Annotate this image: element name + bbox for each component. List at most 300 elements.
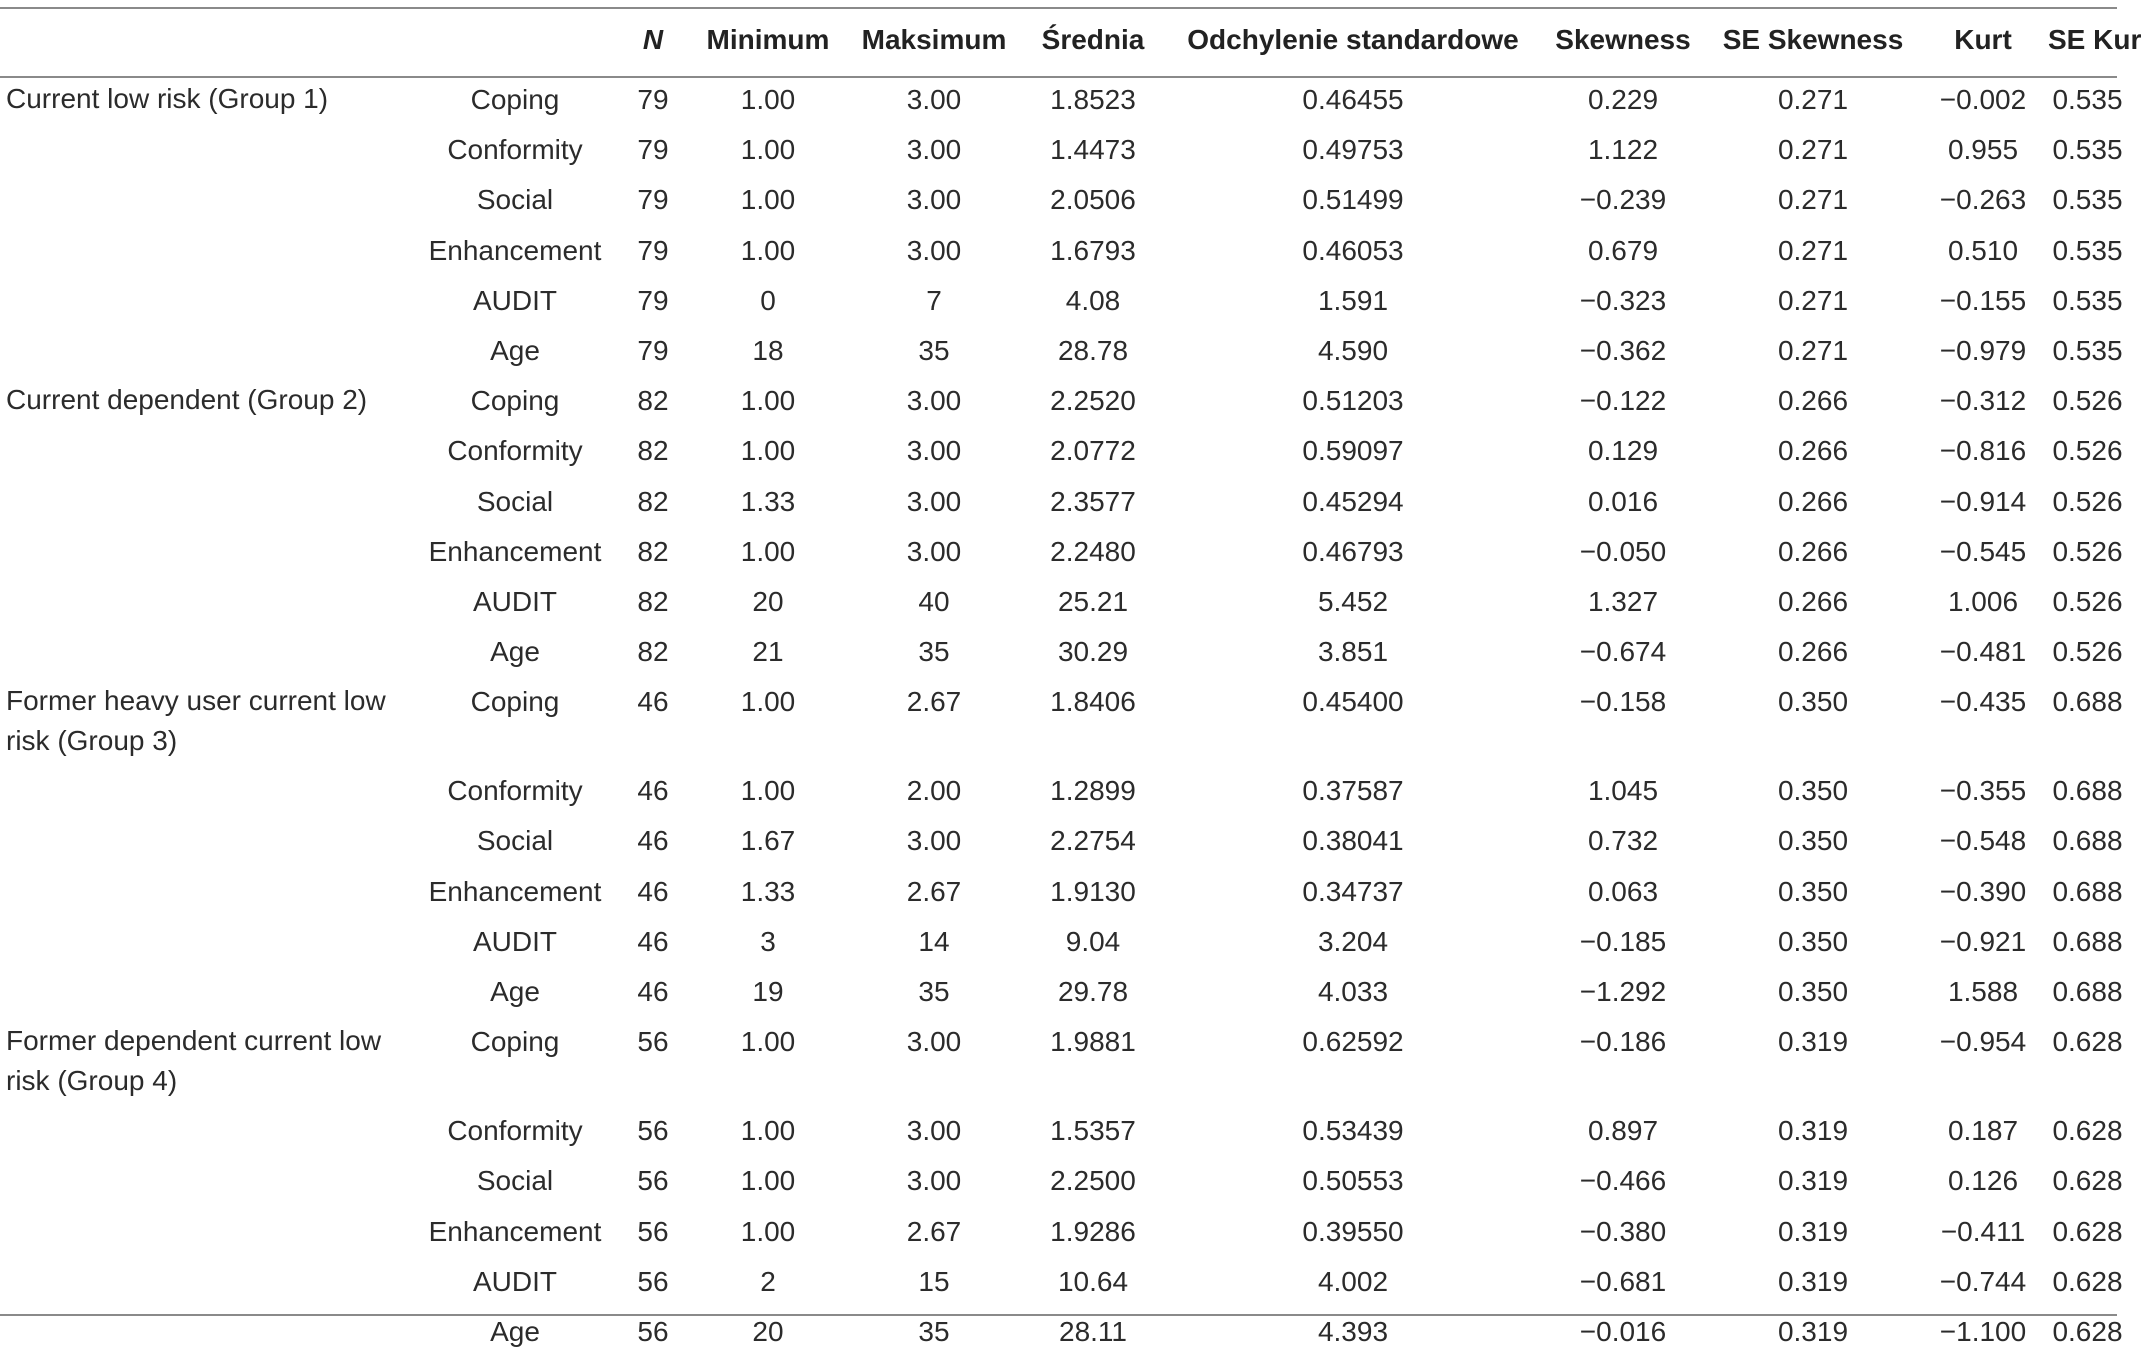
se-skewness-cell: 0.266 — [1777, 585, 1849, 617]
variable-cell: Conformity — [447, 435, 583, 467]
se-skewness-cell: 0.319 — [1777, 1026, 1849, 1058]
se-skewness-cell: 0.271 — [1777, 184, 1849, 216]
srednia-cell: 1.8523 — [1050, 84, 1136, 115]
skewness-cell: 0.063 — [1587, 875, 1659, 907]
variable-cell: Age — [490, 1315, 540, 1347]
table-row — [0, 1157, 2127, 1207]
header-odchylenie: Odchylenie standardowe — [1187, 24, 1519, 55]
kurt-cell: −0.155 — [1939, 284, 2027, 316]
maksimum-cell: 3.00 — [906, 134, 962, 166]
se-kur-cell: 0.628 — [2052, 1115, 2123, 1147]
minimum-cell: 1.33 — [740, 485, 796, 517]
minimum-cell: 1.00 — [740, 1215, 796, 1247]
n-cell: 79 — [637, 284, 669, 316]
se-kur-cell: 0.535 — [2052, 234, 2123, 266]
table-row — [0, 227, 2127, 277]
skewness-cell: 0.016 — [1587, 485, 1659, 517]
variable-cell: Coping — [470, 1026, 560, 1058]
maksimum-cell: 3.00 — [906, 385, 962, 417]
kurt-cell: −0.435 — [1939, 686, 2027, 718]
header-variable — [410, 8, 620, 76]
se-kur-cell: 0.526 — [2052, 585, 2123, 617]
group-label-cell — [0, 1157, 410, 1207]
se-kur-cell: 0.628 — [2052, 1215, 2123, 1247]
header-se-kur: SE Kur — [2048, 24, 2141, 55]
se-kur-cell: 0.526 — [2052, 385, 2123, 417]
table-row — [0, 578, 2127, 628]
kurt-cell: 0.126 — [1947, 1165, 2019, 1197]
minimum-cell: 1.00 — [740, 535, 796, 567]
odchylenie-cell: 3.204 — [1317, 925, 1389, 957]
srednia-cell: 1.4473 — [1050, 134, 1136, 166]
header-group — [0, 8, 410, 76]
group-label-cell — [0, 628, 410, 678]
group-label-cell — [0, 767, 410, 817]
skewness-cell: −0.362 — [1579, 334, 1667, 366]
minimum-cell: 1.00 — [740, 1165, 796, 1197]
minimum-cell: 1.67 — [740, 825, 796, 857]
skewness-cell: 1.327 — [1587, 585, 1659, 617]
maksimum-cell: 15 — [918, 1265, 950, 1297]
table-row — [0, 767, 2127, 817]
se-kur-cell: 0.628 — [2052, 1026, 2123, 1058]
table-row — [0, 427, 2127, 477]
odchylenie-cell: 0.46455 — [1302, 84, 1404, 115]
kurt-cell: −0.548 — [1939, 825, 2027, 857]
kurt-cell: 0.187 — [1947, 1115, 2019, 1147]
se-skewness-cell: 0.350 — [1777, 976, 1849, 1007]
odchylenie-cell: 0.51499 — [1302, 184, 1404, 216]
n-cell: 56 — [637, 1265, 669, 1297]
se-kur-cell: 0.535 — [2052, 284, 2123, 316]
maksimum-cell: 2.67 — [906, 1215, 962, 1247]
odchylenie-cell: 0.51203 — [1302, 385, 1404, 417]
maksimum-cell: 7 — [926, 284, 942, 316]
table-row — [0, 377, 2127, 427]
variable-cell: Enhancement — [428, 875, 602, 907]
header-kurt: Kurt — [1954, 24, 2012, 55]
srednia-cell: 2.3577 — [1050, 485, 1136, 517]
minimum-cell: 1.00 — [740, 84, 796, 115]
skewness-cell: 0.732 — [1587, 825, 1659, 857]
group-label-cell — [0, 578, 410, 628]
se-skewness-cell: 0.319 — [1777, 1265, 1849, 1297]
table-row — [0, 868, 2127, 918]
group-label-cell — [0, 227, 410, 277]
variable-cell: AUDIT — [473, 1265, 557, 1297]
se-skewness-cell: 0.350 — [1777, 775, 1849, 807]
odchylenie-cell: 5.452 — [1317, 585, 1389, 617]
minimum-cell: 21 — [752, 636, 784, 668]
srednia-cell: 10.64 — [1057, 1265, 1129, 1297]
group-label-cell — [0, 968, 410, 1018]
table-row — [0, 126, 2127, 176]
odchylenie-cell: 0.49753 — [1302, 134, 1404, 166]
odchylenie-cell: 0.46793 — [1302, 535, 1404, 567]
se-skewness-cell: 0.266 — [1777, 636, 1849, 668]
srednia-cell: 1.9286 — [1050, 1215, 1136, 1247]
srednia-cell: 1.8406 — [1050, 686, 1136, 718]
table-row — [0, 1308, 2127, 1358]
variable-cell: Enhancement — [428, 234, 602, 266]
maksimum-cell: 3.00 — [906, 535, 962, 567]
odchylenie-cell: 0.37587 — [1302, 775, 1404, 807]
se-kur-cell: 0.535 — [2052, 334, 2123, 366]
group-label-cell — [0, 1107, 410, 1157]
n-cell: 46 — [637, 976, 669, 1007]
kurt-cell: −0.954 — [1939, 1026, 2027, 1058]
skewness-cell: 1.045 — [1587, 775, 1659, 807]
variable-cell: Conformity — [447, 775, 583, 807]
skewness-cell: 0.229 — [1587, 84, 1659, 115]
skewness-cell: −0.050 — [1579, 535, 1667, 567]
minimum-cell: 18 — [752, 334, 784, 366]
header-se-skewness: SE Skewness — [1722, 24, 1904, 55]
n-cell: 82 — [637, 585, 669, 617]
kurt-cell: −0.921 — [1939, 925, 2027, 957]
n-cell: 79 — [637, 334, 669, 366]
header-maksimum: Maksimum — [861, 24, 1007, 55]
group-label-cell — [0, 528, 410, 578]
minimum-cell: 1.33 — [740, 875, 796, 907]
kurt-cell: −0.816 — [1939, 435, 2027, 467]
odchylenie-cell: 4.002 — [1317, 1265, 1389, 1297]
group-label-cell — [0, 327, 410, 377]
maksimum-cell: 3.00 — [906, 184, 962, 216]
n-cell: 46 — [637, 825, 669, 857]
kurt-cell: −0.411 — [1940, 1215, 2026, 1247]
maksimum-cell: 3.00 — [906, 1026, 962, 1058]
header-srednia: Średnia — [1041, 24, 1145, 55]
kurt-cell: −0.979 — [1939, 334, 2027, 366]
table-body — [0, 76, 2127, 1358]
table-row — [0, 1107, 2127, 1157]
skewness-cell: −0.323 — [1579, 284, 1667, 316]
se-kur-cell: 0.526 — [2052, 435, 2123, 467]
se-skewness-cell: 0.266 — [1777, 535, 1849, 567]
srednia-cell: 1.2899 — [1050, 775, 1136, 807]
skewness-cell: −0.239 — [1579, 184, 1667, 216]
table-row — [0, 76, 2127, 126]
srednia-cell: 9.04 — [1065, 925, 1121, 957]
odchylenie-cell: 4.033 — [1317, 976, 1389, 1007]
kurt-cell: −0.263 — [1939, 184, 2027, 216]
se-kur-cell: 0.688 — [2052, 925, 2123, 957]
variable-cell: Age — [490, 636, 540, 668]
n-cell: 46 — [637, 925, 669, 957]
srednia-cell: 2.2754 — [1050, 825, 1136, 857]
variable-cell: Social — [476, 825, 554, 857]
table-row — [0, 327, 2127, 377]
maksimum-cell: 2.67 — [906, 875, 962, 907]
variable-cell: AUDIT — [473, 284, 557, 316]
minimum-cell: 1.00 — [740, 234, 796, 266]
n-cell: 82 — [637, 535, 669, 567]
se-skewness-cell: 0.350 — [1777, 825, 1849, 857]
odchylenie-cell: 4.393 — [1317, 1315, 1389, 1347]
odchylenie-cell: 0.39550 — [1302, 1215, 1404, 1247]
minimum-cell: 0 — [760, 284, 776, 316]
se-skewness-cell: 0.266 — [1777, 485, 1849, 517]
minimum-cell: 20 — [752, 585, 784, 617]
group-label-cell — [0, 126, 410, 176]
minimum-cell: 1.00 — [740, 775, 796, 807]
se-kur-cell: 0.688 — [2052, 976, 2123, 1007]
kurt-cell: −0.390 — [1939, 875, 2027, 907]
maksimum-cell: 3.00 — [906, 84, 962, 115]
se-skewness-cell: 0.319 — [1777, 1215, 1849, 1247]
se-kur-cell: 0.688 — [2052, 775, 2123, 807]
n-cell: 46 — [637, 875, 669, 907]
srednia-cell: 2.0772 — [1050, 435, 1136, 467]
variable-cell: Coping — [470, 385, 560, 417]
se-skewness-cell: 0.271 — [1777, 234, 1849, 266]
se-skewness-cell: 0.319 — [1777, 1315, 1849, 1347]
odchylenie-cell: 0.50553 — [1302, 1165, 1404, 1197]
skewness-cell: −0.674 — [1579, 636, 1667, 668]
group-label-cell: Current dependent (Group 2) — [6, 384, 368, 416]
table-header — [0, 8, 2141, 76]
n-cell: 82 — [637, 385, 669, 417]
srednia-cell: 2.0506 — [1050, 184, 1136, 216]
n-cell: 79 — [637, 184, 669, 216]
minimum-cell: 1.00 — [740, 1026, 796, 1058]
se-kur-cell: 0.535 — [2052, 184, 2123, 216]
n-cell: 82 — [637, 485, 669, 517]
table-row — [0, 678, 2127, 767]
kurt-cell: 1.006 — [1947, 585, 2019, 617]
group-label-cell — [0, 277, 410, 327]
se-skewness-cell: 0.266 — [1777, 385, 1849, 417]
table-row — [0, 628, 2127, 678]
kurt-cell: −0.545 — [1939, 535, 2027, 567]
group-label-cell — [0, 427, 410, 477]
group-label-cell — [0, 176, 410, 226]
kurt-cell: −0.481 — [1939, 636, 2027, 668]
srednia-cell: 30.29 — [1057, 636, 1129, 668]
table-row — [0, 277, 2127, 327]
se-kur-cell: 0.526 — [2052, 485, 2123, 517]
maksimum-cell: 3.00 — [906, 234, 962, 266]
srednia-cell: 1.5357 — [1050, 1115, 1136, 1147]
variable-cell: Social — [476, 485, 554, 517]
minimum-cell: 1.00 — [740, 385, 796, 417]
maksimum-cell: 40 — [918, 585, 950, 617]
n-cell: 46 — [637, 775, 669, 807]
maksimum-cell: 35 — [918, 334, 950, 366]
skewness-cell: 0.679 — [1587, 234, 1659, 266]
odchylenie-cell: 4.590 — [1317, 334, 1389, 366]
variable-cell: Age — [490, 976, 540, 1007]
skewness-cell: 0.897 — [1587, 1115, 1659, 1147]
se-kur-cell: 0.526 — [2052, 535, 2123, 567]
se-kur-cell: 0.628 — [2052, 1165, 2123, 1197]
minimum-cell: 2 — [760, 1265, 776, 1297]
n-cell: 56 — [637, 1115, 669, 1147]
group-label-cell — [0, 817, 410, 867]
skewness-cell: −0.681 — [1579, 1265, 1667, 1297]
variable-cell: Social — [476, 184, 554, 216]
minimum-cell: 20 — [752, 1315, 784, 1347]
table-row — [0, 1208, 2127, 1258]
table-row — [0, 918, 2127, 968]
maksimum-cell: 3.00 — [906, 1115, 962, 1147]
srednia-cell: 2.2500 — [1050, 1165, 1136, 1197]
skewness-cell: −0.122 — [1579, 385, 1667, 417]
skewness-cell: 0.129 — [1587, 435, 1659, 467]
n-cell: 82 — [637, 636, 669, 668]
table-row — [0, 478, 2127, 528]
se-skewness-cell: 0.350 — [1777, 925, 1849, 957]
kurt-cell: −1.100 — [1939, 1315, 2027, 1347]
odchylenie-cell: 0.38041 — [1302, 825, 1404, 857]
srednia-cell: 1.6793 — [1050, 234, 1136, 266]
odchylenie-cell: 0.34737 — [1302, 875, 1404, 907]
se-kur-cell: 0.628 — [2052, 1265, 2123, 1297]
group-label-cell: Former heavy user current low risk (Group 3) — [6, 685, 386, 757]
odchylenie-cell: 0.53439 — [1302, 1115, 1404, 1147]
odchylenie-cell: 1.591 — [1317, 284, 1389, 316]
table-row — [0, 1018, 2127, 1107]
odchylenie-cell: 0.45294 — [1302, 485, 1404, 517]
maksimum-cell: 3.00 — [906, 1165, 962, 1197]
table-row — [0, 1258, 2127, 1308]
table-row — [0, 817, 2127, 867]
se-skewness-cell: 0.319 — [1777, 1165, 1849, 1197]
n-cell: 79 — [637, 234, 669, 266]
variable-cell: Conformity — [447, 134, 583, 166]
maksimum-cell: 3.00 — [906, 485, 962, 517]
header-row — [0, 8, 2127, 76]
variable-cell: AUDIT — [473, 925, 557, 957]
variable-cell: Social — [476, 1165, 554, 1197]
se-skewness-cell: 0.271 — [1777, 134, 1849, 166]
group-label-cell — [0, 868, 410, 918]
srednia-cell: 28.11 — [1059, 1315, 1127, 1347]
skewness-cell: −0.380 — [1579, 1215, 1667, 1247]
kurt-cell: −0.914 — [1939, 485, 2027, 517]
srednia-cell: 28.78 — [1057, 334, 1129, 366]
skewness-cell: −0.466 — [1579, 1165, 1667, 1197]
kurt-cell: 1.588 — [1947, 976, 2019, 1007]
kurt-cell: −0.355 — [1939, 775, 2027, 807]
srednia-cell: 1.9881 — [1050, 1026, 1136, 1058]
maksimum-cell: 35 — [918, 976, 950, 1007]
kurt-cell: −0.002 — [1939, 84, 2027, 115]
odchylenie-cell: 0.45400 — [1302, 686, 1404, 718]
skewness-cell: −1.292 — [1579, 976, 1667, 1007]
maksimum-cell: 35 — [918, 1315, 950, 1347]
se-kur-cell: 0.535 — [2052, 134, 2123, 166]
se-skewness-cell: 0.266 — [1777, 435, 1849, 467]
se-skewness-cell: 0.271 — [1777, 84, 1849, 115]
descriptive-statistics-table — [0, 8, 2141, 1358]
skewness-cell: −0.185 — [1579, 925, 1667, 957]
variable-cell: Conformity — [447, 1115, 583, 1147]
maksimum-cell: 3.00 — [906, 435, 962, 467]
group-label-cell — [0, 1258, 410, 1308]
maksimum-cell: 2.67 — [906, 686, 962, 718]
skewness-cell: −0.158 — [1579, 686, 1667, 718]
variable-cell: AUDIT — [473, 585, 557, 617]
minimum-cell: 1.00 — [740, 1115, 796, 1147]
maksimum-cell: 14 — [918, 925, 950, 957]
minimum-cell: 1.00 — [740, 134, 796, 166]
minimum-cell: 3 — [760, 925, 776, 957]
n-cell: 79 — [637, 134, 669, 166]
srednia-cell: 2.2520 — [1050, 385, 1136, 417]
minimum-cell: 19 — [752, 976, 784, 1007]
srednia-cell: 1.9130 — [1050, 875, 1136, 907]
n-cell: 46 — [637, 686, 669, 718]
se-kur-cell: 0.628 — [2052, 1315, 2123, 1347]
variable-cell: Age — [490, 334, 540, 366]
n-cell: 56 — [637, 1165, 669, 1197]
variable-cell: Enhancement — [428, 535, 602, 567]
header-minimum: Minimum — [706, 24, 830, 55]
skewness-cell: −0.016 — [1579, 1315, 1667, 1347]
skewness-cell: −0.186 — [1579, 1026, 1667, 1058]
se-kur-cell: 0.688 — [2052, 686, 2123, 718]
odchylenie-cell: 0.62592 — [1302, 1026, 1404, 1058]
se-kur-cell: 0.688 — [2052, 825, 2123, 857]
kurt-cell: 0.955 — [1947, 134, 2019, 166]
group-label-cell — [0, 1308, 410, 1358]
header-skewness: Skewness — [1555, 24, 1691, 55]
n-cell: 79 — [637, 84, 669, 115]
maksimum-cell: 2.00 — [906, 775, 962, 807]
n-cell: 56 — [637, 1026, 669, 1058]
srednia-cell: 4.08 — [1065, 284, 1121, 316]
se-kur-cell: 0.688 — [2052, 875, 2123, 907]
odchylenie-cell: 3.851 — [1317, 636, 1389, 668]
se-skewness-cell: 0.350 — [1777, 686, 1849, 718]
srednia-cell: 25.21 — [1057, 585, 1129, 617]
se-skewness-cell: 0.319 — [1777, 1115, 1849, 1147]
table-row — [0, 528, 2127, 578]
group-label-cell: Current low risk (Group 1) — [6, 83, 329, 114]
maksimum-cell: 35 — [918, 636, 950, 668]
kurt-cell: −0.312 — [1939, 385, 2027, 417]
srednia-cell: 29.78 — [1057, 976, 1129, 1007]
minimum-cell: 1.00 — [740, 435, 796, 467]
n-cell: 56 — [637, 1215, 669, 1247]
skewness-cell: 1.122 — [1587, 134, 1659, 166]
n-cell: 56 — [637, 1315, 669, 1347]
maksimum-cell: 3.00 — [906, 825, 962, 857]
se-kur-cell: 0.535 — [2052, 84, 2123, 115]
minimum-cell: 1.00 — [740, 686, 796, 718]
se-skewness-cell: 0.271 — [1777, 334, 1849, 366]
se-kur-cell: 0.526 — [2052, 636, 2123, 668]
variable-cell: Enhancement — [428, 1215, 602, 1247]
group-label-cell — [0, 1208, 410, 1258]
n-cell: 82 — [637, 435, 669, 467]
srednia-cell: 2.2480 — [1050, 535, 1136, 567]
header-n: N — [642, 24, 664, 55]
odchylenie-cell: 0.59097 — [1302, 435, 1404, 467]
group-label-cell: Former dependent current low risk (Group 4) — [6, 1025, 382, 1097]
table-row — [0, 176, 2127, 226]
variable-cell: Coping — [470, 686, 560, 718]
kurt-cell: −0.744 — [1939, 1265, 2027, 1297]
se-skewness-cell: 0.271 — [1777, 284, 1849, 316]
group-label-cell — [0, 478, 410, 528]
table-row — [0, 968, 2127, 1018]
minimum-cell: 1.00 — [740, 184, 796, 216]
group-label-cell — [0, 918, 410, 968]
kurt-cell: 0.510 — [1947, 234, 2019, 266]
